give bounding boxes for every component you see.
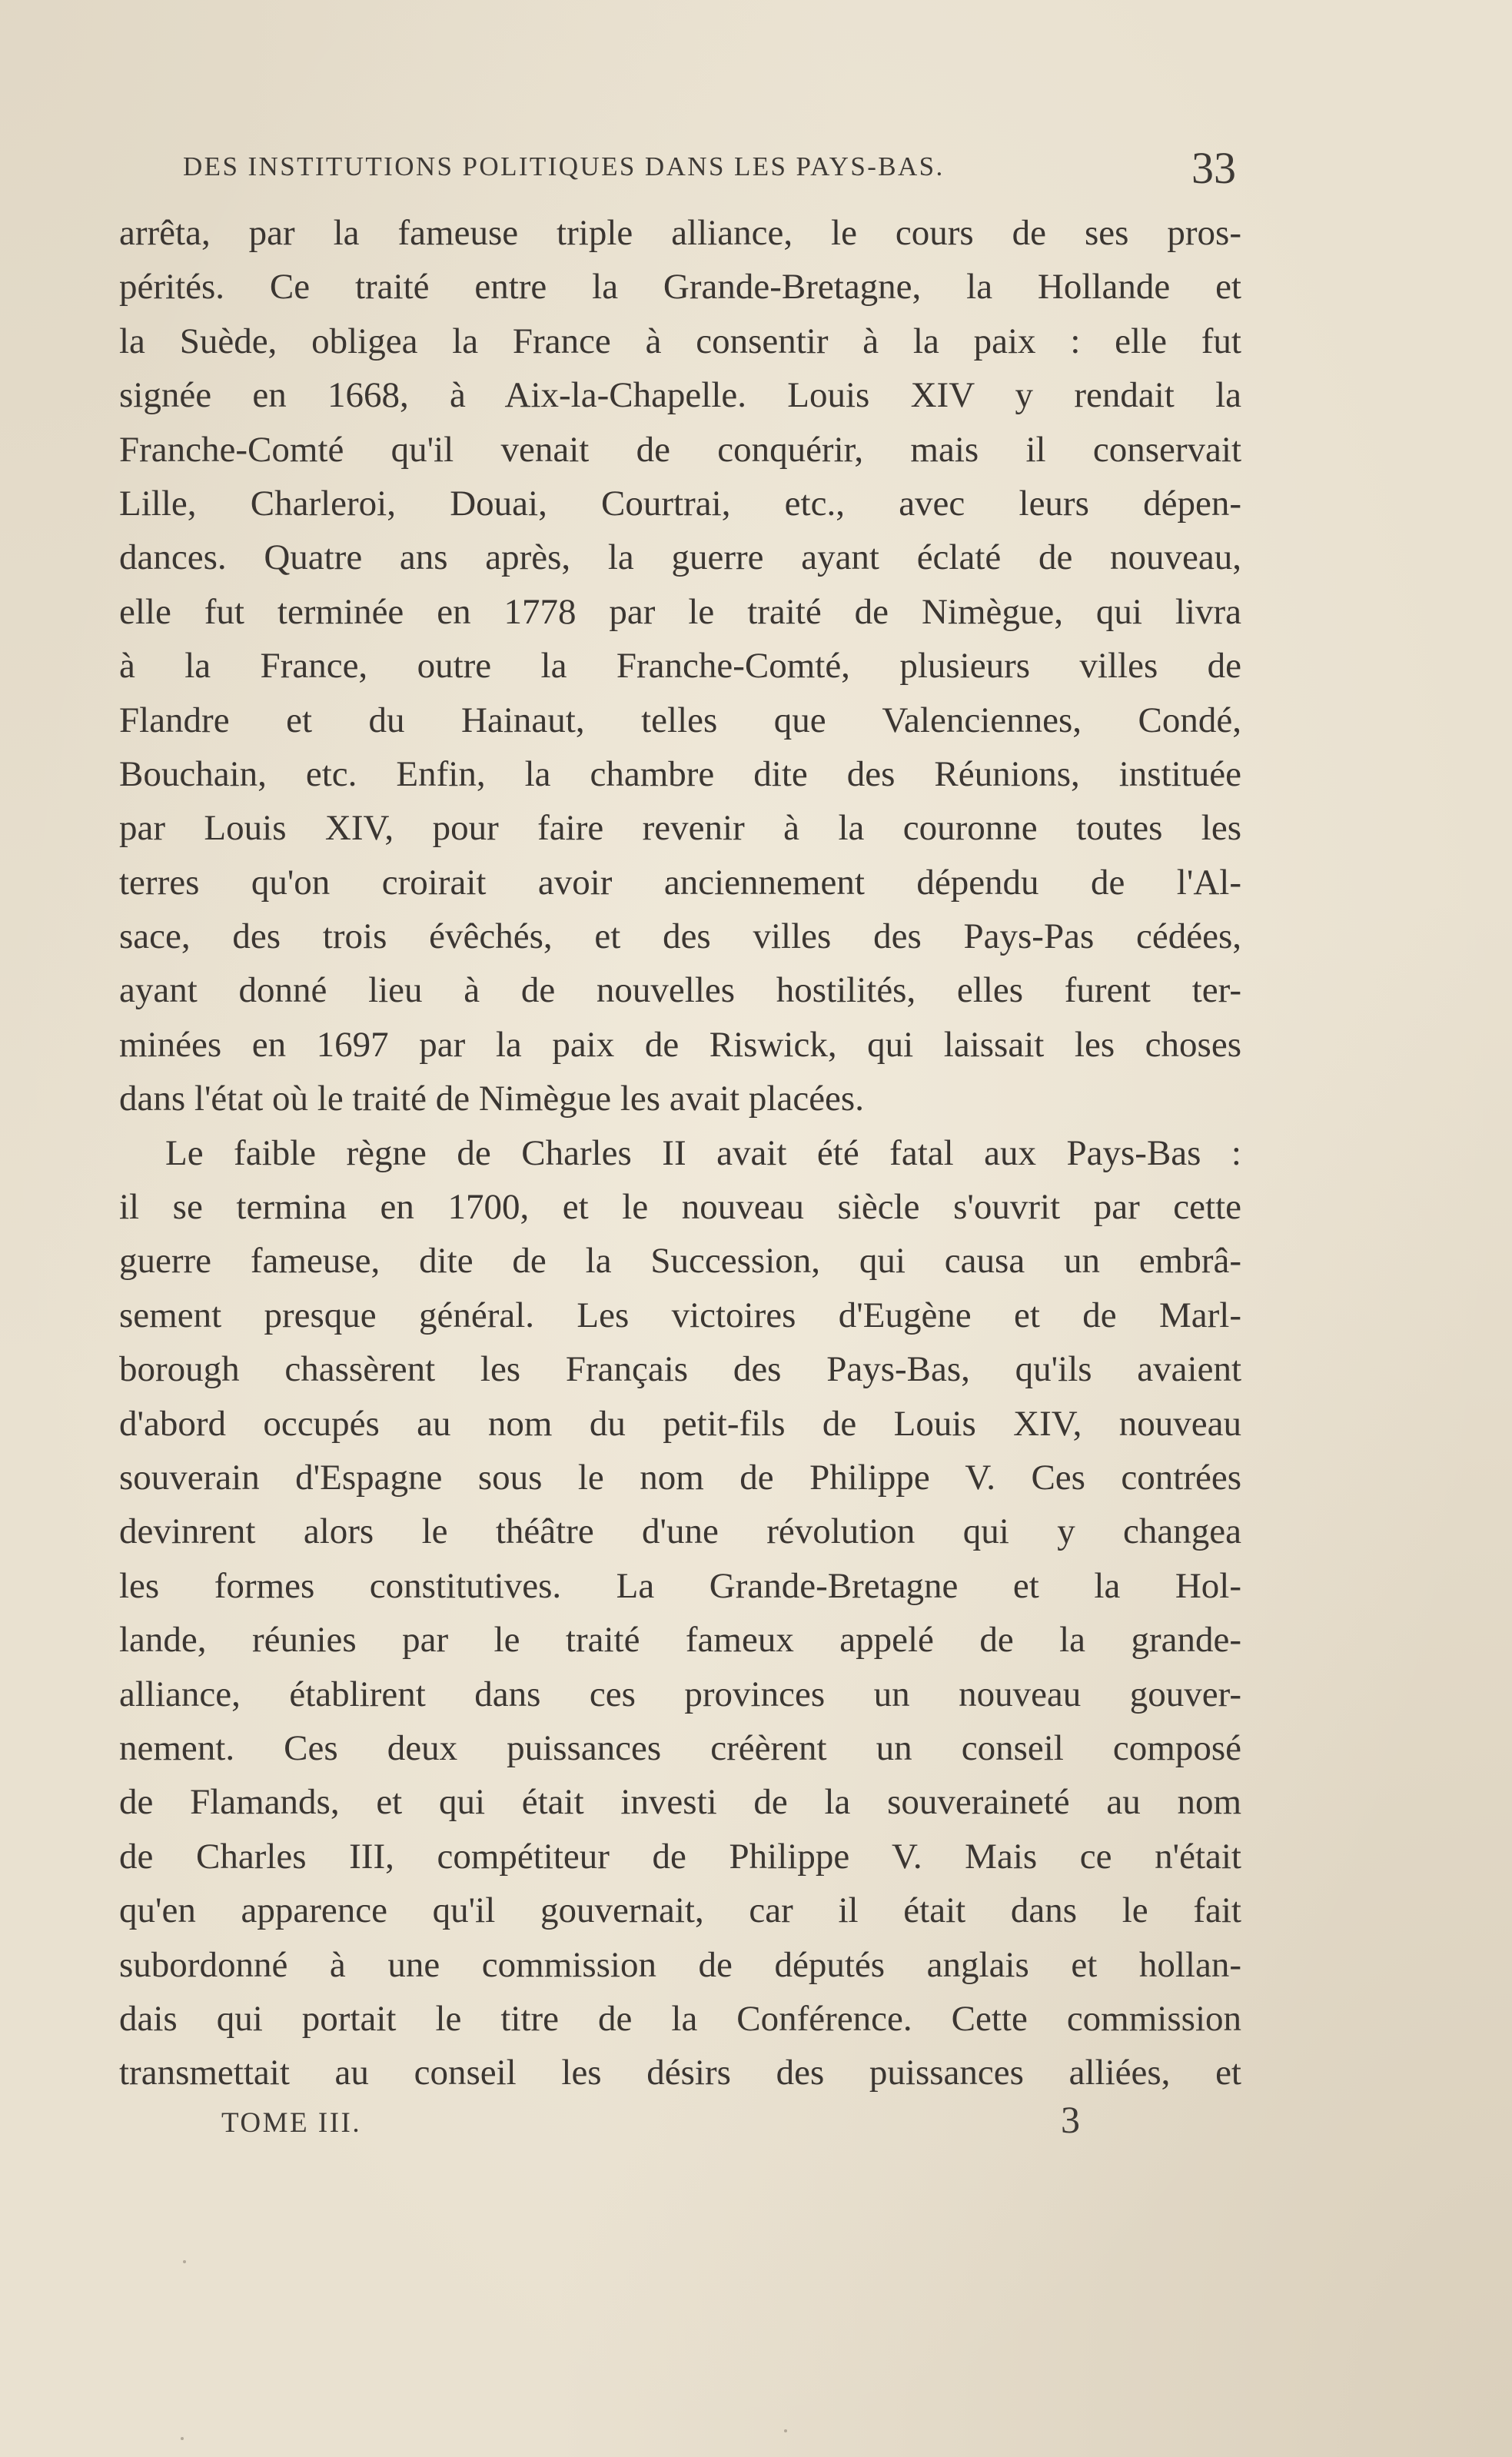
text-line: terres qu'on croirait avoir anciennement dépendu de l'Al- — [119, 862, 1241, 903]
running-title: DES INSTITUTIONS POLITIQUES DANS LES PAYS-BAS. — [183, 151, 945, 181]
text-line: dans l'état où le traité de Nimègue les avait placées. — [119, 1079, 864, 1119]
volume-signature: TOME III. — [221, 2107, 362, 2139]
text-line: signée en 1668, à Aix-la-Chapelle. Louis XIV y rendait la — [119, 375, 1241, 416]
text-line: de Charles III, compétiteur de Philippe V. Mais ce n'était — [119, 1836, 1241, 1877]
text-line: la Suède, obligea la France à consentir à la paix : elle fut — [119, 321, 1241, 361]
text-line: minées en 1697 par la paix de Riswick, qui laissait les choses — [119, 1024, 1241, 1065]
running-head — [183, 142, 1236, 196]
text-line: subordonné à une commission de députés anglais et hollan- — [119, 1944, 1241, 1985]
text-line: Franche-Comté qu'il venait de conquérir, mais il conservait — [119, 429, 1241, 470]
text-line: Bouchain, etc. Enfin, la chambre dite des Réunions, instituée — [119, 753, 1241, 794]
body-text — [119, 206, 1241, 2100]
text-line: Le faible règne de Charles II avait été fatal aux Pays-Bas : — [165, 1132, 1241, 1173]
text-line: les formes constitutives. La Grande-Bretagne et la Hol- — [119, 1565, 1241, 1606]
paper-speck — [181, 2437, 184, 2440]
text-line: à la France, outre la Franche-Comté, plusieurs villes de — [119, 646, 1241, 687]
text-line: par Louis XIV, pour faire revenir à la couronne toutes les — [119, 808, 1241, 849]
text-line: borough chassèrent les Français des Pays-Bas, qu'ils avaient — [119, 1349, 1241, 1390]
text-line: souverain d'Espagne sous le nom de Philippe V. Ces contrées — [119, 1457, 1241, 1498]
text-line: nement. Ces deux puissances créèrent un conseil composé — [119, 1727, 1241, 1768]
text-line: alliance, établirent dans ces provinces un nouveau gouver- — [119, 1674, 1241, 1714]
text-line: Flandre et du Hainaut, telles que Valenciennes, Condé, — [119, 700, 1241, 740]
text-line: guerre fameuse, dite de la Succession, qui causa un embrâ- — [119, 1241, 1241, 1282]
text-line: pérités. Ce traité entre la Grande-Bretagne, la Hollande et — [119, 267, 1241, 308]
text-line: Lille, Charleroi, Douai, Courtrai, etc., avec leurs dépen- — [119, 483, 1241, 524]
text-line: sement presque général. Les victoires d'Eugène et de Marl- — [119, 1295, 1241, 1335]
text-line: qu'en apparence qu'il gouvernait, car il était dans le fait — [119, 1890, 1241, 1931]
text-line: d'abord occupés au nom du petit-fils de Louis XIV, nouveau — [119, 1403, 1241, 1444]
text-line: transmettait au conseil les désirs des puissances alliées, et — [119, 2053, 1241, 2093]
signature-number: 3 — [1061, 2098, 1080, 2141]
paper-speck — [183, 2260, 186, 2263]
text-line: ayant donné lieu à de nouvelles hostilités, elles furent ter- — [119, 970, 1241, 1011]
text-line: sace, des trois évêchés, et des villes des Pays-Pas cédées, — [119, 916, 1241, 957]
text-line: lande, réunies par le traité fameux appelé de la grande- — [119, 1620, 1241, 1661]
text-line: il se termina en 1700, et le nouveau siècle s'ouvrit par cette — [119, 1187, 1241, 1228]
paper-speck — [784, 2429, 787, 2432]
text-line: devinrent alors le théâtre d'une révolution qui y changea — [119, 1511, 1241, 1552]
text-line: elle fut terminée en 1778 par le traité de Nimègue, qui livra — [119, 591, 1241, 632]
text-line: dais qui portait le titre de la Conférence. Cette commission — [119, 1998, 1241, 2039]
page-number: 33 — [1191, 143, 1236, 193]
text-line: dances. Quatre ans après, la guerre ayant éclaté de nouveau, — [119, 537, 1241, 578]
text-line: arrêta, par la fameuse triple alliance, le cours de ses pros- — [119, 213, 1241, 253]
text-line: de Flamands, et qui était investi de la souveraineté au nom — [119, 1782, 1241, 1823]
